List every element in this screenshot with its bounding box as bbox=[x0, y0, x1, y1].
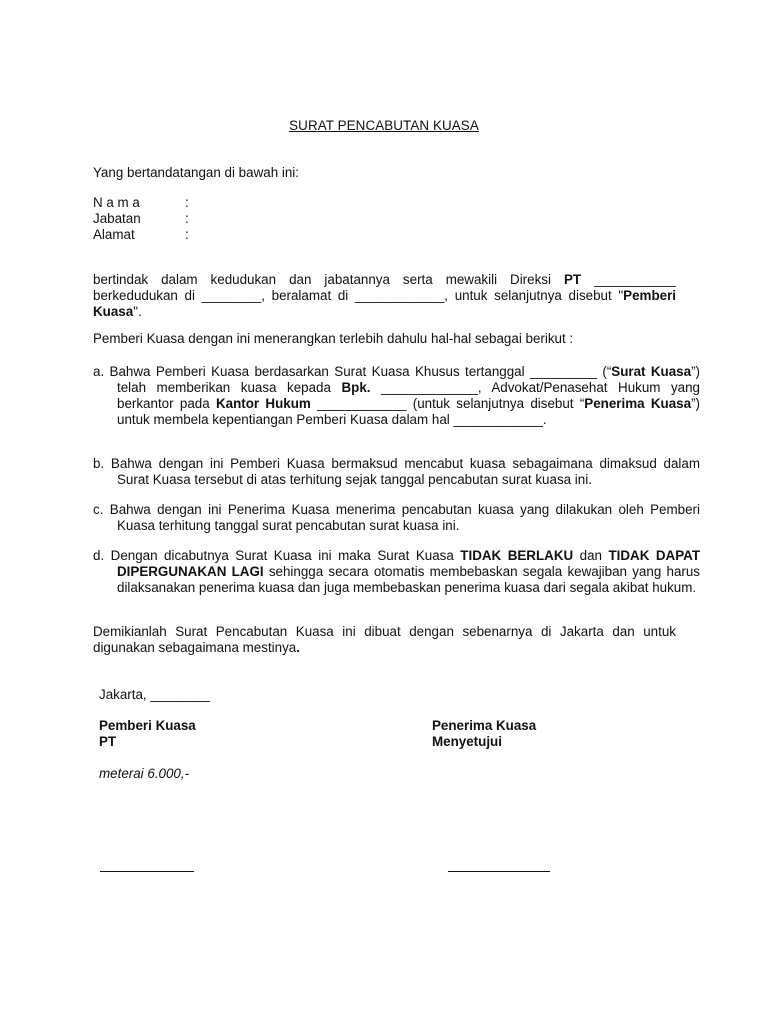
field-label: Jabatan bbox=[93, 211, 141, 226]
field-label: N a m a bbox=[93, 195, 140, 210]
signature-left bbox=[99, 718, 196, 750]
field-label: Alamat bbox=[93, 227, 135, 242]
signature-approval: Menyetujui bbox=[432, 734, 502, 749]
field-jabatan bbox=[93, 211, 189, 227]
list-item-b: b. Bahwa dengan ini Pemberi Kuasa bermaksud mencabut kuasa sebagaimana dimaksud dalam Surat Kuasa tersebut di atas terhitung sejak tanggal pencabutan surat kuasa ini. bbox=[93, 456, 700, 487]
field-nama bbox=[93, 195, 189, 211]
list-item-d: d. Dengan dicabutnya Surat Kuasa ini maka Surat Kuasa TIDAK BERLAKU dan TIDAK DAPAT DIPERGUNAKAN LAGI sehingga secara otomatis membebaskan segala kewajiban yang harus dilaksanakan penerima kuasa dan juga membebaskan penerima kuasa dari segala akibat hukum. bbox=[93, 548, 700, 595]
field-separator: : bbox=[185, 211, 189, 226]
field-alamat bbox=[93, 227, 189, 243]
signature-right bbox=[432, 718, 536, 750]
list-item-a: a. Bahwa Pemberi Kuasa berdasarkan Surat Kuasa Khusus tertanggal _________ (“Surat Kuasa”) telah memberikan kuasa kepada Bpk. _____________, Advokat/Penasehat Hukum yang berkantor pada Kantor Hukum ____________ (untuk selanjutnya disebut “Penerima Kuasa”) untuk membela kepentiangan Pemberi Kuasa dalam hal ____________. bbox=[93, 364, 700, 427]
list-item-c: c. Bahwa dengan ini Penerima Kuasa menerima pencabutan kuasa yang dilakukan oleh Pemberi Kuasa terhitung tanggal surat pencabutan surat kuasa ini. bbox=[93, 502, 700, 533]
signature-role: Pemberi Kuasa bbox=[99, 718, 196, 733]
field-separator: : bbox=[185, 195, 189, 210]
closing-paragraph: Demikianlah Surat Pencabutan Kuasa ini dibuat dengan sebenarnya di Jakarta dan untuk digunakan sebagaimana mestinya. bbox=[93, 624, 676, 655]
place-date: Jakarta, ________ bbox=[99, 687, 210, 702]
paragraph-statement: Pemberi Kuasa dengan ini menerangkan terlebih dahulu hal-hal sebagai berikut : bbox=[93, 331, 574, 346]
signature-line-left bbox=[100, 871, 194, 872]
intro-text: Yang bertandatangan di bawah ini: bbox=[93, 165, 299, 180]
signature-line-right bbox=[448, 871, 550, 872]
field-separator: : bbox=[185, 227, 189, 242]
signature-role: Penerima Kuasa bbox=[432, 718, 537, 733]
signature-company: PT bbox=[99, 734, 117, 749]
paragraph-representation: bertindak dalam kedudukan dan jabatannya serta mewakili Direksi PT ___________ berkedudukan di ________, beralamat di ____________, untuk selanjutnya disebut "Pemberi Kuasa". bbox=[93, 272, 676, 319]
page-title: SURAT PENCABUTAN KUASA bbox=[289, 118, 479, 133]
stamp-duty-note: meterai 6.000,- bbox=[99, 766, 190, 781]
